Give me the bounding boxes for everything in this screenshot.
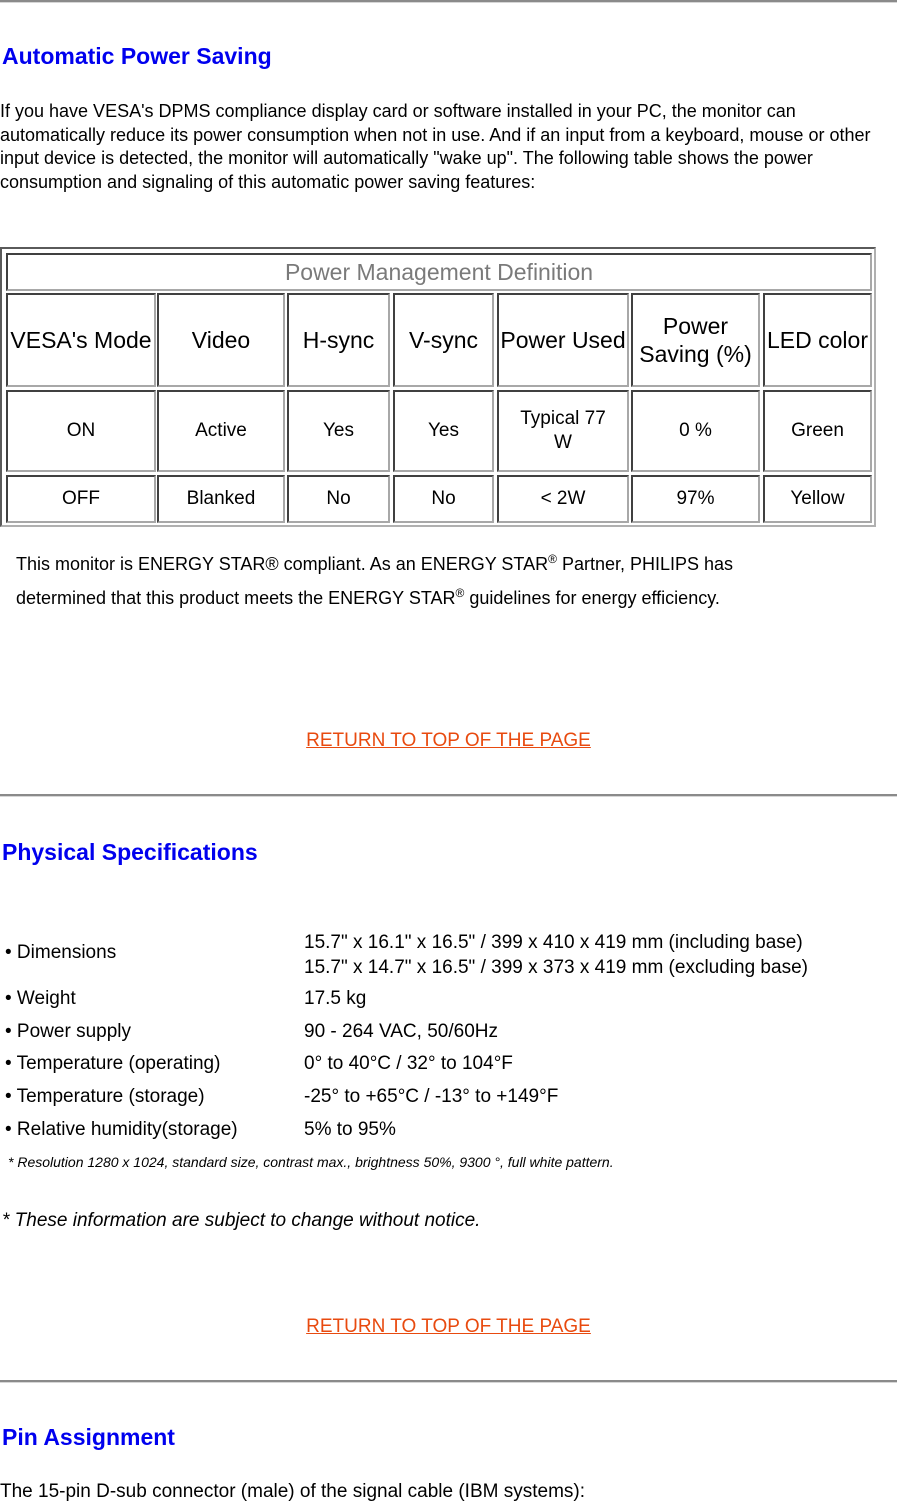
return-top-link-wrap: [0, 730, 897, 752]
pin-assignment-heading: Pin Assignment: [2, 1424, 175, 1450]
resolution-footnote: * Resolution 1280 x 1024, standard size, contrast max., brightness 50%, 9300 °, full white pattern.: [8, 1154, 614, 1170]
header-h-sync: H-sync: [287, 293, 390, 387]
table-cell: No: [393, 475, 494, 523]
section-divider: [0, 1380, 897, 1383]
table-title: Power Management Definition: [6, 253, 872, 291]
power-saving-heading: Automatic Power Saving: [2, 43, 272, 69]
header-led-color: LED color: [763, 293, 872, 387]
table-cell: Green: [763, 390, 872, 472]
spec-value: -25° to +65°C / -13° to +149°F: [304, 1086, 559, 1107]
table-cell: 0 %: [631, 390, 760, 472]
table-cell: Yes: [393, 390, 494, 472]
spec-value: 15.7" x 16.1" x 16.5" / 399 x 410 x 419 mm (including base) 15.7" x 14.7" x 16.5" / 399 x 373 x 419 mm (excluding base): [304, 932, 808, 978]
table-cell: ON: [6, 390, 156, 472]
header-power-used: Power Used: [497, 293, 629, 387]
power-saving-intro: If you have VESA's DPMS compliance display card or software installed in your PC, the monitor can automatically reduce its power consumption when not in use. And if an input from a keyboard, mouse or other input device is detected, the monitor will automatically "wake up". The following table shows the power consumption and signaling of this automatic power saving features:: [0, 101, 871, 192]
return-top-link-wrap: [0, 1316, 897, 1338]
spec-value: 0° to 40°C / 32° to 104°F: [304, 1053, 513, 1074]
spec-value: 5% to 95%: [304, 1119, 396, 1140]
spec-label: • Temperature (operating): [5, 1053, 221, 1074]
power-management-table: [0, 247, 876, 527]
return-to-top-link[interactable]: RETURN TO TOP OF THE PAGE: [306, 1316, 591, 1337]
table-cell: Yes: [287, 390, 390, 472]
table-cell: < 2W: [497, 475, 629, 523]
table-cell: No: [287, 475, 390, 523]
table-cell: Yellow: [763, 475, 872, 523]
spec-label: • Relative humidity(storage): [5, 1119, 238, 1140]
header-vesa-mode: VESA's Mode: [6, 293, 156, 387]
table-cell: Active: [157, 390, 285, 472]
header-v-sync: V-sync: [393, 293, 494, 387]
table-cell: Blanked: [157, 475, 285, 523]
spec-value: 17.5 kg: [304, 988, 367, 1009]
pin-assignment-intro: The 15-pin D-sub connector (male) of the signal cable (IBM systems):: [0, 1481, 586, 1502]
header-video: Video: [157, 293, 285, 387]
return-to-top-link[interactable]: RETURN TO TOP OF THE PAGE: [306, 730, 591, 751]
spec-label: • Weight: [5, 988, 76, 1009]
spec-value: 90 - 264 VAC, 50/60Hz: [304, 1021, 498, 1042]
change-notice: * These information are subject to change without notice.: [2, 1210, 481, 1231]
top-divider: [0, 0, 897, 3]
spec-label: • Temperature (storage): [5, 1086, 205, 1107]
table-cell: OFF: [6, 475, 156, 523]
physical-specs-heading: Physical Specifications: [2, 839, 258, 865]
energy-star-note: This monitor is ENERGY STAR® compliant. As an ENERGY STAR® Partner, PHILIPS has determined that this product meets the ENERGY STAR® guidelines for energy efficiency.: [16, 552, 734, 608]
header-power-saving: Power Saving (%): [631, 293, 760, 387]
table-cell: 97%: [631, 475, 760, 523]
table-cell: Typical 77 W: [497, 390, 629, 472]
spec-label: • Power supply: [5, 1021, 131, 1042]
spec-label: • Dimensions: [5, 942, 117, 963]
section-divider: [0, 794, 897, 797]
